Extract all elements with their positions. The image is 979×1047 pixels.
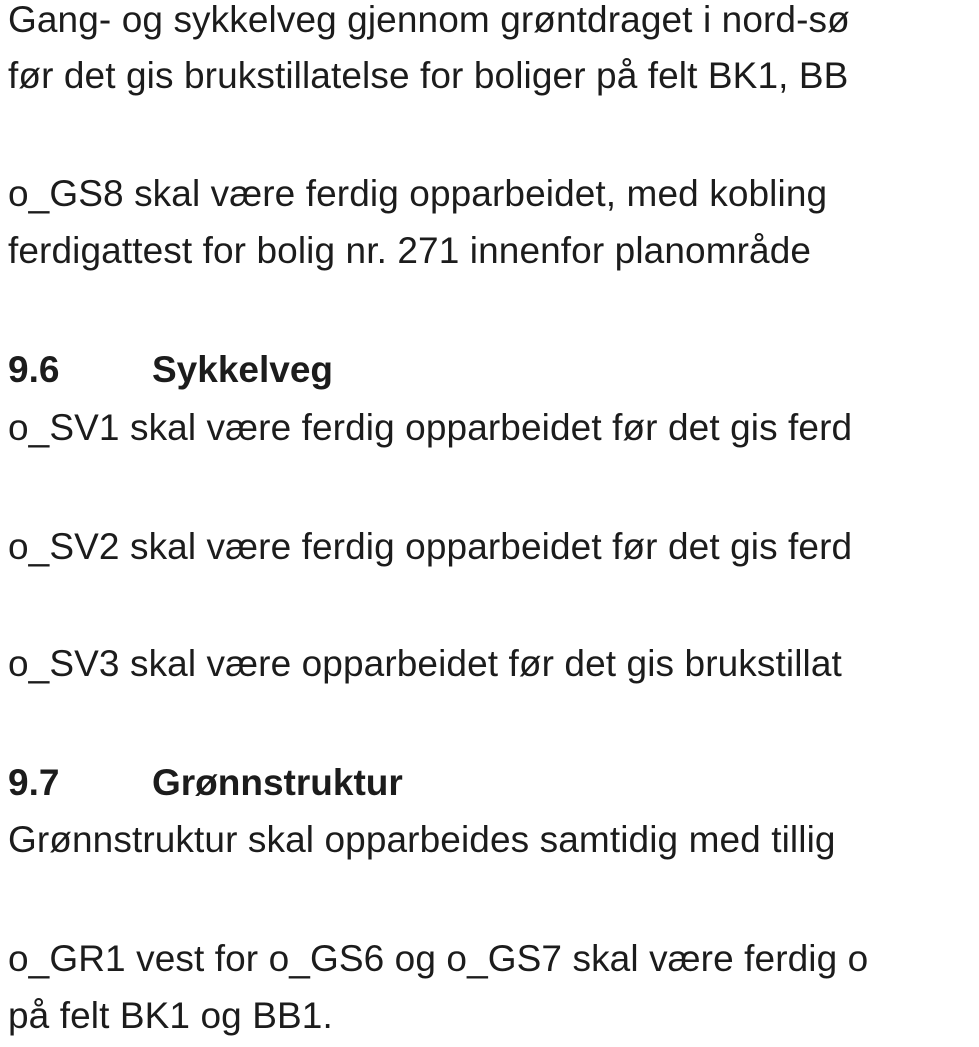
section-title: Grønnstruktur (152, 762, 403, 803)
paragraph-sv1: o_SV1 skal være ferdig opparbeidet før det gis ferd (8, 407, 853, 448)
section-number: 9.7 (8, 762, 60, 803)
section-title: Sykkelveg (152, 349, 334, 390)
paragraph-sv2: o_SV2 skal være ferdig opparbeidet før det gis ferd (8, 526, 853, 567)
section-number: 9.6 (8, 349, 60, 390)
section-heading-9-6 (8, 348, 333, 392)
paragraph-intro-line-2: før det gis brukstillatelse for boliger på felt BK1, BB (8, 55, 849, 96)
paragraph-gs8-line-2: ferdigattest for bolig nr. 271 innenfor planområde (8, 230, 812, 271)
paragraph-gr1-line-2: på felt BK1 og BB1. (8, 995, 333, 1036)
paragraph-gronnstruktur-intro: Grønnstruktur skal opparbeides samtidig med tillig (8, 819, 836, 860)
paragraph-intro-line-1: Gang- og sykkelveg gjennom grøntdraget i nord-sø (8, 0, 850, 40)
section-heading-9-7 (8, 761, 403, 805)
paragraph-gs8-line-1: o_GS8 skal være ferdig opparbeidet, med kobling (8, 173, 828, 214)
paragraph-sv3: o_SV3 skal være opparbeidet før det gis brukstillat (8, 643, 842, 684)
paragraph-gr1-line-1: o_GR1 vest for o_GS6 og o_GS7 skal være ferdig o (8, 938, 869, 979)
